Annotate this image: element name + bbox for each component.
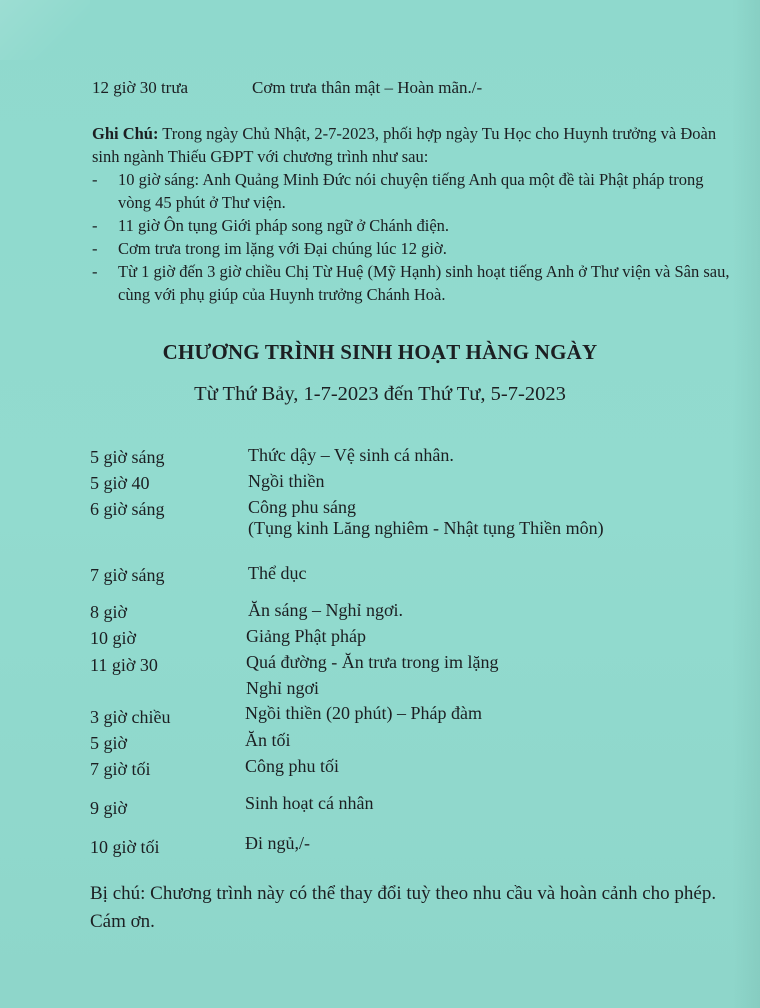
schedule-activity: Công phu tối [245, 756, 340, 776]
note-item-text: 10 giờ sáng: Anh Quảng Minh Đức nói chuyện tiếng Anh qua một đề tài Phật pháp trong vòng 45 phút ở Thư viện. [118, 170, 704, 212]
schedule-activity: Thể dục [248, 563, 307, 583]
footnote: Bị chú: Chương trình này có thể thay đổi tuỳ theo nhu cầu và hoàn cảnh cho phép. Cám ơn. [90, 883, 717, 932]
schedule-time: 7 giờ tối [90, 759, 151, 779]
note-item-text: 11 giờ Ôn tụng Giới pháp song ngữ ở Chánh điện. [118, 216, 450, 235]
schedule-activity: Ăn sáng – Nghỉ ngơi. [248, 600, 404, 620]
note-item-text: Từ 1 giờ đến 3 giờ chiều Chị Từ Huệ (Mỹ Hạnh) sinh hoạt tiếng Anh ở Thư viện và Sân sau, cùng với phụ giúp của Huynh trưởng Chánh Hoà. [118, 262, 730, 304]
schedule-time: 5 giờ sáng [90, 447, 165, 467]
schedule-activity: Giảng Phật pháp [246, 626, 366, 646]
schedule-time: 5 giờ [90, 733, 128, 753]
schedule-time: 9 giờ [90, 798, 128, 818]
bullet-dash: - [92, 262, 98, 281]
schedule-time: 7 giờ sáng [90, 565, 165, 585]
note-label: Ghi Chú: [92, 124, 159, 143]
schedule-activity: Ăn tối [245, 730, 291, 750]
closing-time: 12 giờ 30 trưa [92, 78, 189, 97]
schedule-title: CHƯƠNG TRÌNH SINH HOẠT HÀNG NGÀY [162, 340, 598, 364]
note-item-text: Cơm trưa trong im lặng với Đại chúng lúc 12 giờ. [118, 239, 447, 258]
schedule-time: 10 giờ tối [90, 837, 160, 857]
closing-activity: Cơm trưa thân mật – Hoàn mãn./- [252, 78, 483, 97]
bullet-dash: - [92, 216, 98, 235]
schedule-time: 5 giờ 40 [90, 473, 150, 493]
schedule-activity: Ngồi thiền (20 phút) – Pháp đàm [245, 703, 482, 723]
schedule-time: 8 giờ [90, 602, 128, 622]
schedule-activity: Thức dậy – Vệ sinh cá nhân. [248, 445, 454, 465]
schedule-activity: (Tụng kinh Lăng nghiêm - Nhật tụng Thiền môn) [248, 518, 604, 538]
schedule-time: 10 giờ [90, 628, 137, 648]
schedule-time: 11 giờ 30 [90, 655, 158, 675]
bullet-dash: - [92, 170, 98, 189]
schedule-subtitle: Từ Thứ Bảy, 1-7-2023 đến Thứ Tư, 5-7-2023 [194, 383, 566, 405]
schedule-activity: Sinh hoạt cá nhân [245, 793, 374, 813]
schedule-time: 6 giờ sáng [90, 499, 165, 519]
schedule-activity: Quá đường - Ăn trưa trong im lặng [246, 652, 499, 672]
bullet-dash: - [92, 239, 98, 258]
schedule-activity: Công phu sáng [248, 497, 356, 517]
schedule-activity: Đi ngủ,/- [245, 833, 310, 853]
schedule-time: 3 giờ chiều [90, 707, 171, 727]
schedule-activity: Ngồi thiền [248, 471, 325, 491]
schedule-activity: Nghỉ ngơi [246, 678, 320, 698]
note-intro-text: Trong ngày Chủ Nhật, 2-7-2023, phối hợp ngày Tu Học cho Huynh trưởng và Đoàn sinh ngành Thiếu GĐPT với chương trình như sau: [92, 124, 717, 166]
